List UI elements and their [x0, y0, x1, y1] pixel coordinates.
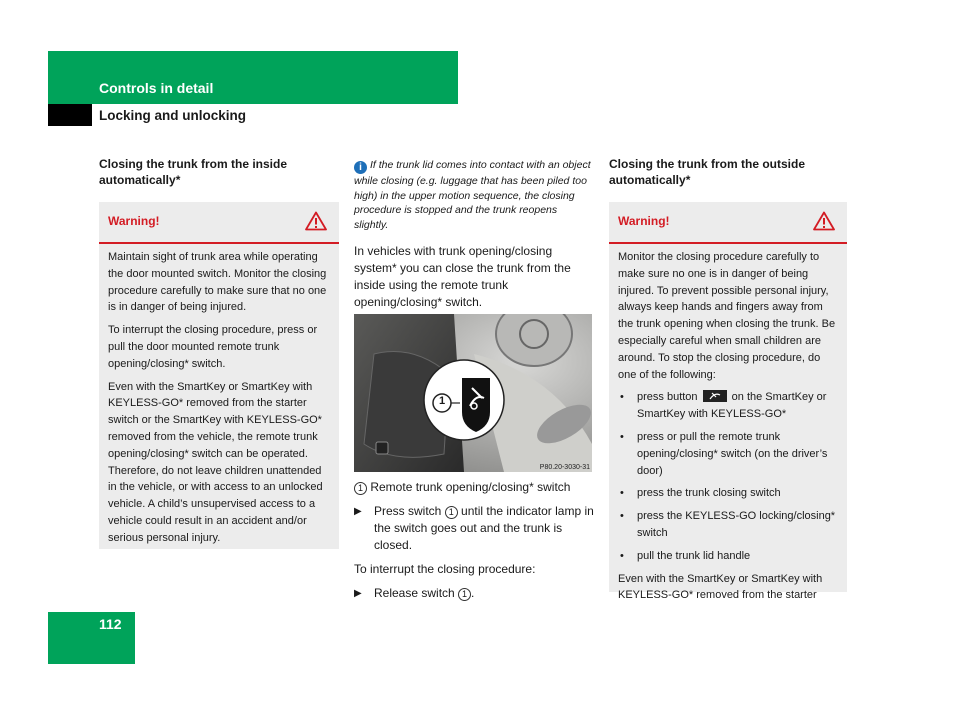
photo-code: P80.20-3030-31 [539, 464, 590, 471]
warning-paragraph: Maintain sight of trunk area while operating the door mounted switch. Monitor the closing procedure carefully to make sure that no one is in danger of being injured. [108, 251, 327, 314]
warning-paragraph: Even with the SmartKey or SmartKey with KEYLESS-GO* removed from the starter switch or the SmartKey with KEYLESS-GO* removed from the vehicle, the remote trunk opening/closing* switch can be operated. Therefore, do not leave children unattended in the vehicle, or with access to an unlocked vehicle. A child’s unsupervised access to a vehicle could result in an accident and/or serious personal injury. [108, 380, 323, 544]
bullet-item: • pull the trunk lid handle [620, 549, 751, 562]
middle-lower [354, 479, 594, 602]
left-warning-box [99, 202, 339, 549]
interrupt-title: To interrupt the closing procedure: [354, 562, 536, 576]
right-warning-box [609, 202, 847, 602]
warning-body [609, 244, 847, 604]
warning-paragraph: Monitor the closing procedure carefully to make sure no one is in danger of being injured. To prevent possible personal injury, always keep hands and fingers away from the trunk opening when closing the trunk. Be especially careful when small children are around. To stop the closing procedure, do one of the following: [618, 251, 836, 381]
section-title: Controls in detail [99, 80, 214, 96]
bullet-item: • press the trunk closing switch [620, 487, 781, 500]
bullet-item: • press button on the SmartKey or SmartKey with KEYLESS-GO* [620, 391, 827, 421]
right-column [609, 156, 847, 188]
warning-paragraph: Even with the SmartKey or SmartKey with KEYLESS-GO* removed from the starter [618, 572, 823, 602]
subsection-title: Locking and unlocking [99, 108, 247, 123]
step-text: Press switch [374, 504, 442, 518]
warning-header [99, 202, 339, 244]
info-note [354, 158, 594, 233]
middle-column [354, 158, 594, 311]
step-arrow-icon: ▶ [354, 506, 362, 517]
step-text: Release switch [374, 586, 455, 600]
bullet-item: • press the KEYLESS-GO locking/closing* switch [620, 510, 836, 539]
warning-label: Warning! [108, 214, 160, 228]
callout-circle: 1 [445, 506, 458, 519]
left-heading: Closing the trunk from the inside automatically* [99, 157, 288, 187]
warning-triangle-icon [305, 211, 327, 236]
step-arrow-icon: ▶ [354, 588, 362, 599]
intro-text: In vehicles with trunk opening/closing system* you can close the trunk from the inside using the remote trunk opening/closing* switch. [354, 243, 571, 309]
step-press [354, 503, 594, 554]
warning-header [609, 202, 847, 244]
photo-callout-number: 1 [438, 395, 446, 407]
warning-label: Warning! [618, 214, 670, 228]
switch-photo [354, 314, 592, 472]
caption-text: Remote trunk opening/closing* switch [370, 480, 571, 494]
right-heading: Closing the trunk from the outside automatically* [609, 157, 806, 187]
step-text: . [471, 586, 475, 600]
photo-caption [354, 479, 594, 496]
bullet-item: • press or pull the remote trunk opening/closing* switch (on the driver’s door) [620, 430, 828, 477]
warning-body [99, 244, 339, 547]
page-number: 112 [99, 616, 122, 632]
step-text: until the indicator lamp in the switch goes out and the trunk is closed. [374, 504, 594, 552]
info-text: If the trunk lid comes into contact with an object while closing (e.g. luggage that has been piled too high) in the upper motion sequence, the closing procedure is stopped and the trunk reopens slightly. [354, 159, 591, 232]
trunk-key-button-icon [703, 390, 727, 402]
step-release [354, 585, 594, 602]
callout-circle: 1 [458, 588, 471, 601]
info-icon: i [354, 161, 367, 174]
subsection-marker [48, 104, 92, 126]
warning-paragraph: To interrupt the closing procedure, press or pull the door mounted remote trunk opening/closing* switch. [108, 324, 318, 370]
callout-circle: 1 [354, 482, 367, 495]
left-column [99, 156, 339, 188]
header-bar [48, 51, 458, 104]
warning-triangle-icon [813, 211, 835, 236]
